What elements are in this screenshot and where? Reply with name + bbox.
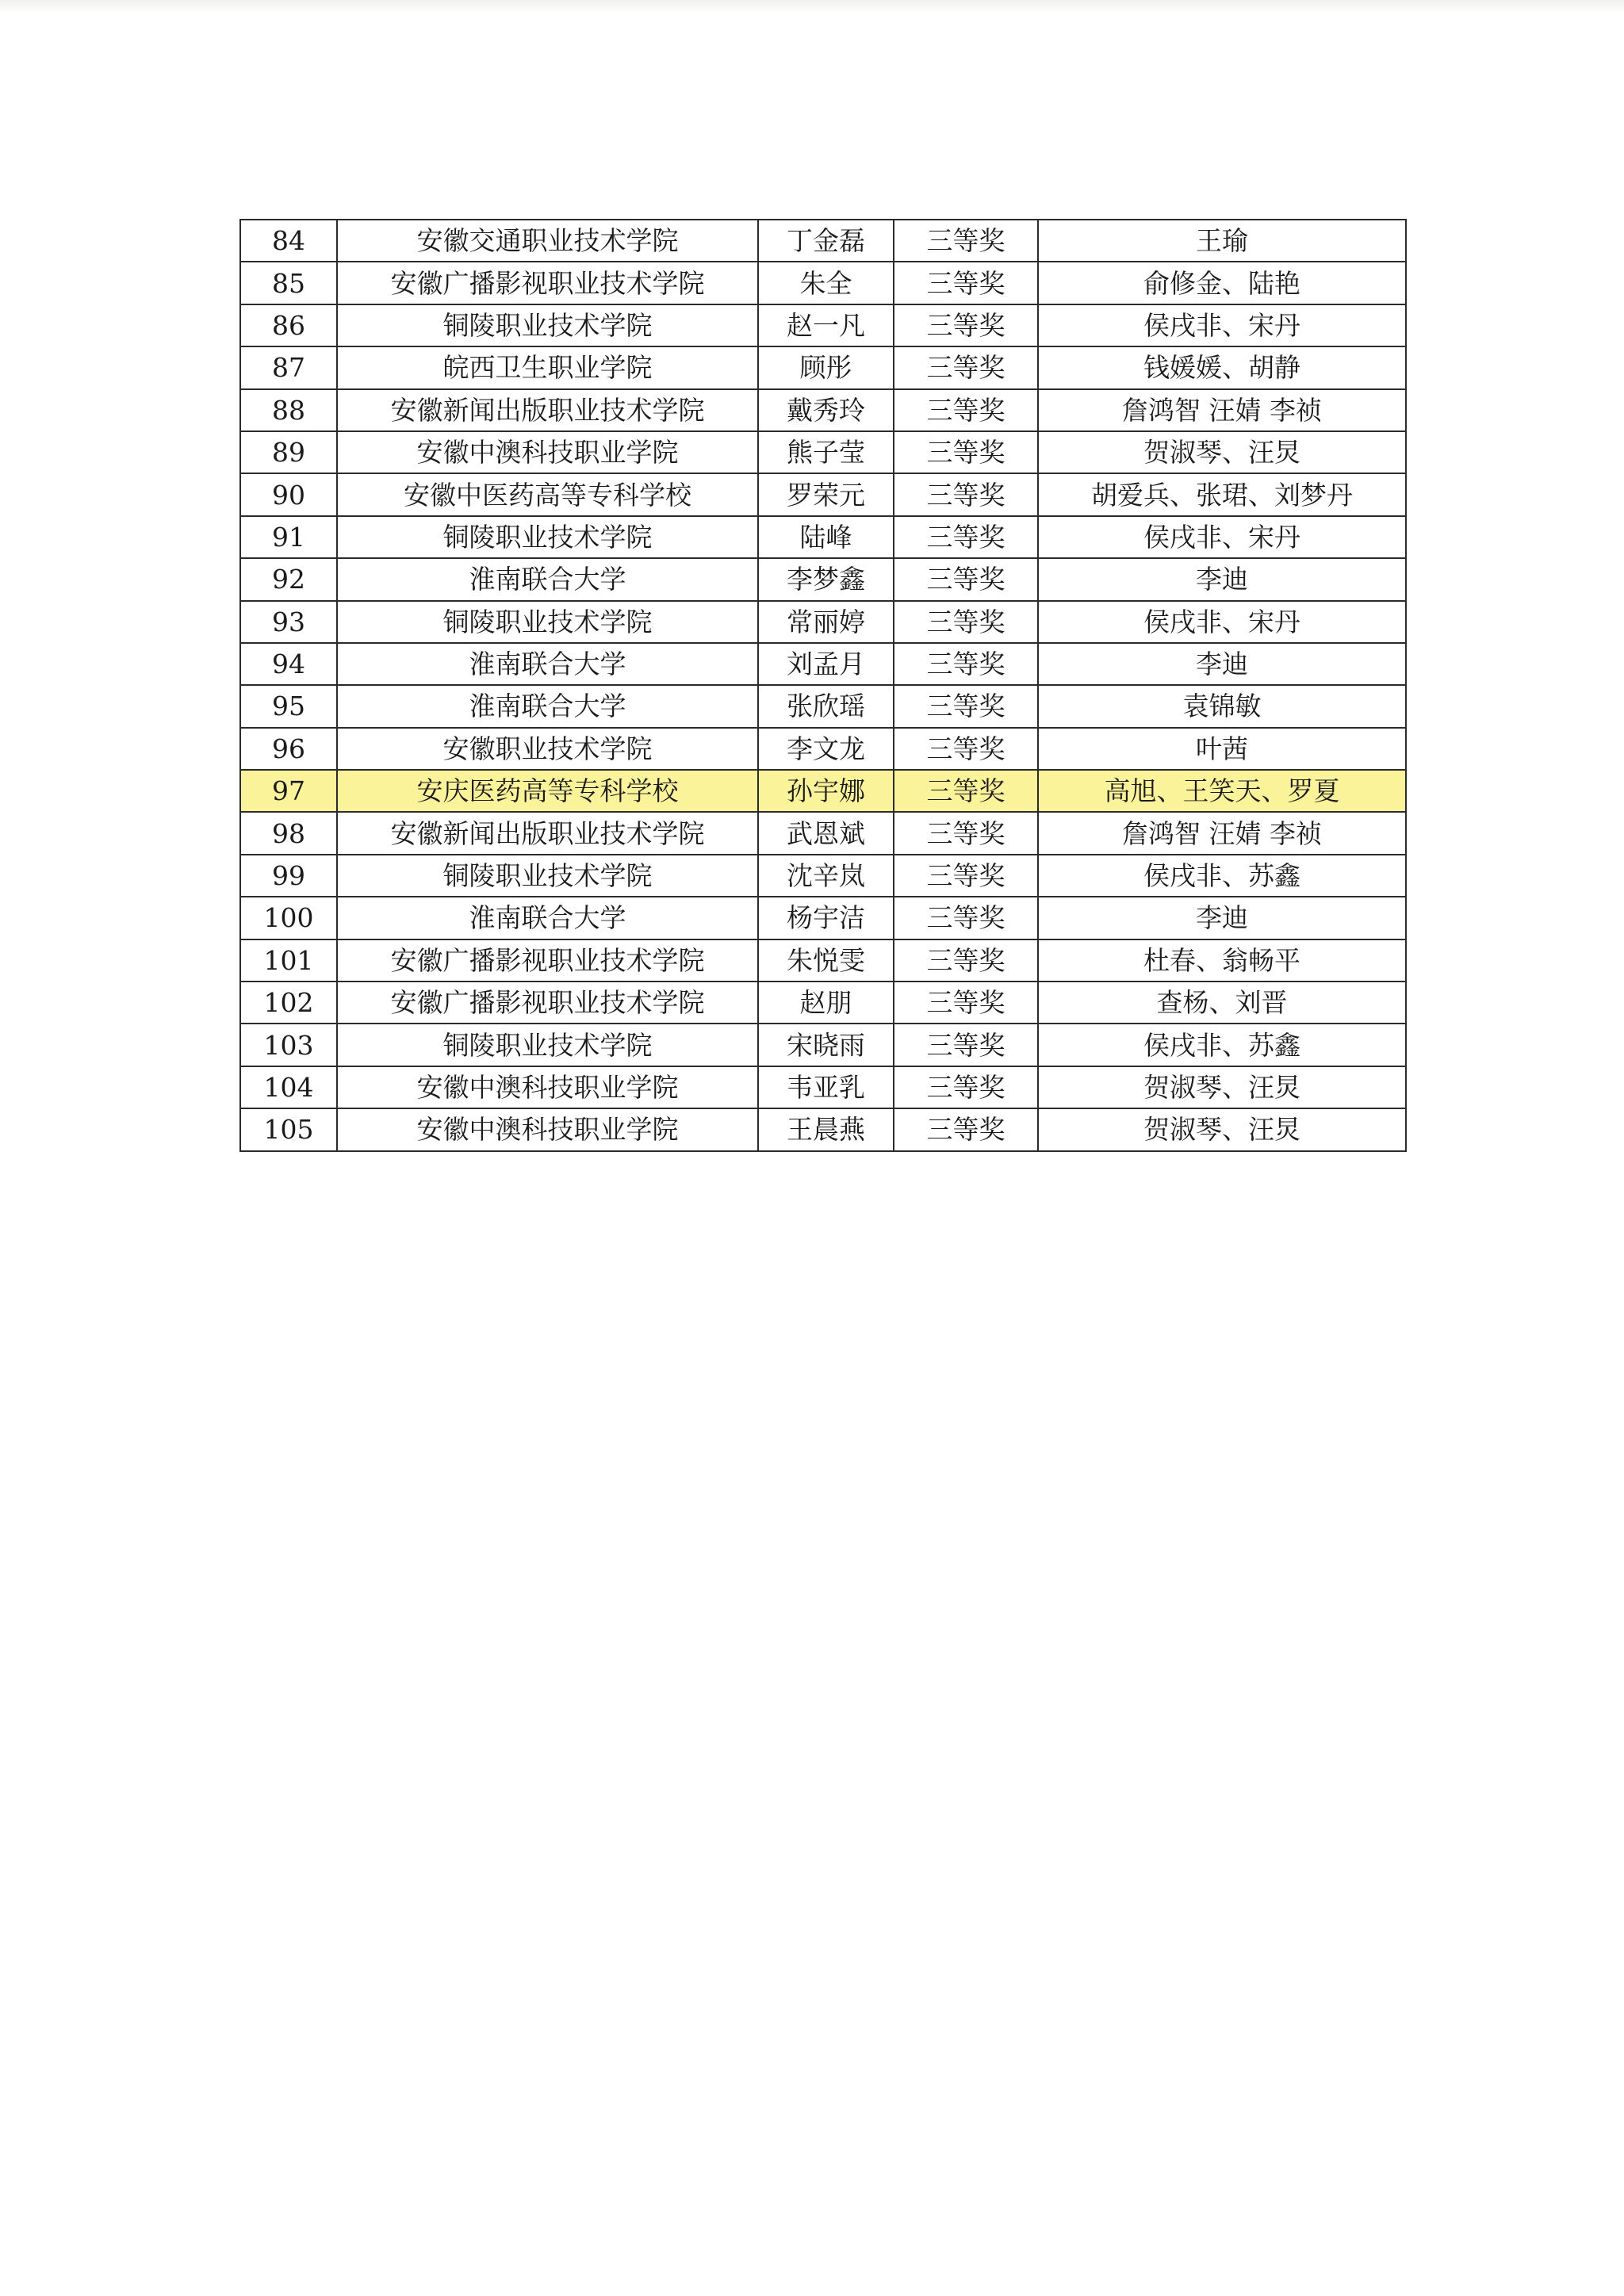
award-level: 三等奖 [894,939,1038,982]
award-results-table [239,219,1407,1152]
table-row [240,855,1406,897]
advisor-names: 王瑜 [1038,220,1406,262]
school-name: 淮南联合大学 [337,643,758,685]
student-name: 张欣瑶 [758,685,894,727]
student-name: 熊子莹 [758,431,894,473]
advisor-names: 俞修金、陆艳 [1038,262,1406,304]
award-level: 三等奖 [894,601,1038,643]
table-row [240,643,1406,685]
row-number: 94 [240,643,337,685]
row-number: 105 [240,1108,337,1150]
advisor-names: 贺淑琴、汪炅 [1038,431,1406,473]
school-name: 淮南联合大学 [337,897,758,939]
school-name: 安徽广播影视职业技术学院 [337,939,758,982]
school-name: 安徽职业技术学院 [337,728,758,770]
table-row [240,431,1406,473]
school-name: 安庆医药高等专科学校 [337,770,758,812]
advisor-names: 贺淑琴、汪炅 [1038,1066,1406,1108]
table-row [240,728,1406,770]
row-number: 102 [240,982,337,1024]
row-number: 96 [240,728,337,770]
table-row [240,516,1406,558]
row-number: 86 [240,304,337,346]
advisor-names: 侯戌非、宋丹 [1038,304,1406,346]
advisor-names: 侯戌非、宋丹 [1038,601,1406,643]
table-row [240,897,1406,939]
school-name: 安徽中澳科技职业学院 [337,1108,758,1150]
student-name: 宋晓雨 [758,1024,894,1066]
student-name: 朱全 [758,262,894,304]
award-level: 三等奖 [894,685,1038,727]
school-name: 铜陵职业技术学院 [337,304,758,346]
table-row [240,220,1406,262]
advisor-names: 侯戌非、苏鑫 [1038,855,1406,897]
table-row-highlighted [240,770,1406,812]
school-name: 皖西卫生职业学院 [337,346,758,388]
school-name: 安徽新闻出版职业技术学院 [337,812,758,854]
advisor-names: 詹鸿智 汪婧 李祯 [1038,812,1406,854]
student-name: 顾彤 [758,346,894,388]
award-level: 三等奖 [894,1066,1038,1108]
award-level: 三等奖 [894,728,1038,770]
table-row [240,812,1406,854]
table-row [240,1024,1406,1066]
student-name: 孙宇娜 [758,770,894,812]
school-name: 安徽广播影视职业技术学院 [337,982,758,1024]
table-row [240,304,1406,346]
row-number: 99 [240,855,337,897]
row-number: 89 [240,431,337,473]
advisor-names: 杜春、翁畅平 [1038,939,1406,982]
advisor-names: 钱媛媛、胡静 [1038,346,1406,388]
award-level: 三等奖 [894,558,1038,600]
student-name: 丁金磊 [758,220,894,262]
award-level: 三等奖 [894,220,1038,262]
advisor-names: 李迪 [1038,897,1406,939]
student-name: 戴秀玲 [758,389,894,431]
school-name: 安徽中医药高等专科学校 [337,473,758,515]
school-name: 淮南联合大学 [337,558,758,600]
advisor-names: 李迪 [1038,558,1406,600]
student-name: 赵朋 [758,982,894,1024]
row-number: 100 [240,897,337,939]
school-name: 安徽中澳科技职业学院 [337,1066,758,1108]
award-level: 三等奖 [894,431,1038,473]
award-level: 三等奖 [894,262,1038,304]
advisor-names: 詹鸿智 汪婧 李祯 [1038,389,1406,431]
table-row [240,389,1406,431]
award-level: 三等奖 [894,1108,1038,1150]
table-row [240,346,1406,388]
table-row [240,262,1406,304]
award-level: 三等奖 [894,346,1038,388]
row-number: 84 [240,220,337,262]
row-number: 90 [240,473,337,515]
row-number: 97 [240,770,337,812]
award-level: 三等奖 [894,1024,1038,1066]
student-name: 李文龙 [758,728,894,770]
row-number: 87 [240,346,337,388]
school-name: 安徽新闻出版职业技术学院 [337,389,758,431]
row-number: 104 [240,1066,337,1108]
student-name: 韦亚乳 [758,1066,894,1108]
table-row [240,1108,1406,1150]
table-row [240,982,1406,1024]
award-level: 三等奖 [894,812,1038,854]
school-name: 铜陵职业技术学院 [337,601,758,643]
student-name: 王晨燕 [758,1108,894,1150]
advisor-names: 高旭、王笑天、罗夏 [1038,770,1406,812]
scan-top-edge [0,0,1624,14]
advisor-names: 李迪 [1038,643,1406,685]
student-name: 刘孟月 [758,643,894,685]
row-number: 91 [240,516,337,558]
student-name: 陆峰 [758,516,894,558]
student-name: 武恩斌 [758,812,894,854]
school-name: 安徽广播影视职业技术学院 [337,262,758,304]
award-level: 三等奖 [894,982,1038,1024]
student-name: 杨宇洁 [758,897,894,939]
award-level: 三等奖 [894,897,1038,939]
student-name: 沈辛岚 [758,855,894,897]
school-name: 铜陵职业技术学院 [337,516,758,558]
advisor-names: 胡爱兵、张珺、刘梦丹 [1038,473,1406,515]
row-number: 93 [240,601,337,643]
row-number: 85 [240,262,337,304]
school-name: 铜陵职业技术学院 [337,855,758,897]
student-name: 李梦鑫 [758,558,894,600]
row-number: 92 [240,558,337,600]
advisor-names: 查杨、刘晋 [1038,982,1406,1024]
school-name: 安徽交通职业技术学院 [337,220,758,262]
row-number: 98 [240,812,337,854]
award-level: 三等奖 [894,516,1038,558]
award-level: 三等奖 [894,389,1038,431]
table-row [240,558,1406,600]
table-row [240,473,1406,515]
student-name: 赵一凡 [758,304,894,346]
advisor-names: 侯戌非、宋丹 [1038,516,1406,558]
award-level: 三等奖 [894,855,1038,897]
award-level: 三等奖 [894,473,1038,515]
row-number: 101 [240,939,337,982]
award-level: 三等奖 [894,643,1038,685]
award-level: 三等奖 [894,304,1038,346]
advisor-names: 袁锦敏 [1038,685,1406,727]
student-name: 朱悦雯 [758,939,894,982]
advisor-names: 侯戌非、苏鑫 [1038,1024,1406,1066]
table-row [240,939,1406,982]
table-row [240,1066,1406,1108]
table-row [240,601,1406,643]
row-number: 88 [240,389,337,431]
row-number: 103 [240,1024,337,1066]
row-number: 95 [240,685,337,727]
school-name: 安徽中澳科技职业学院 [337,431,758,473]
school-name: 铜陵职业技术学院 [337,1024,758,1066]
student-name: 罗荣元 [758,473,894,515]
advisor-names: 叶茜 [1038,728,1406,770]
advisor-names: 贺淑琴、汪炅 [1038,1108,1406,1150]
school-name: 淮南联合大学 [337,685,758,727]
award-level: 三等奖 [894,770,1038,812]
student-name: 常丽婷 [758,601,894,643]
table-row [240,685,1406,727]
